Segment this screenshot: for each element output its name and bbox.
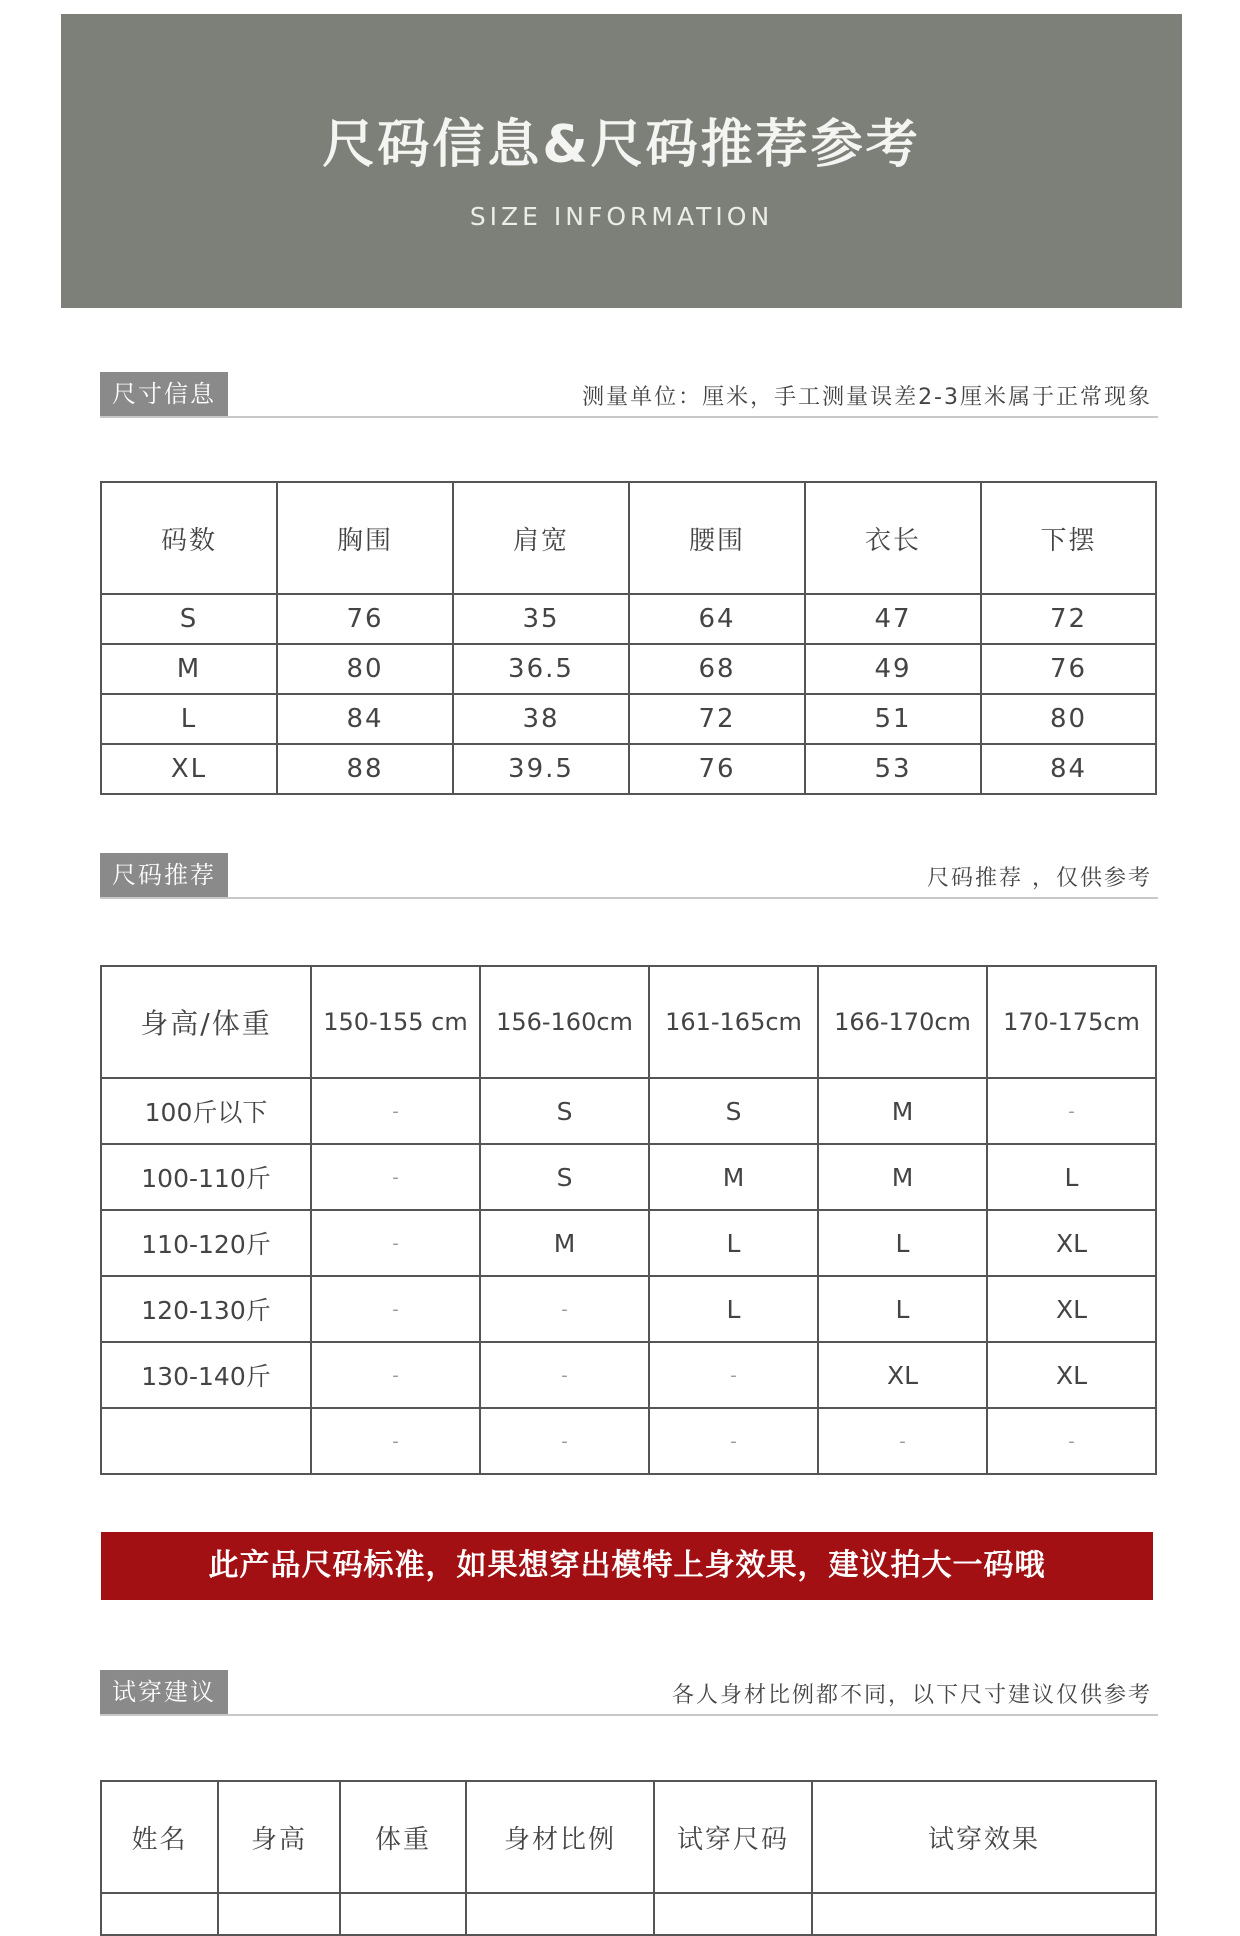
table-cell: 72 xyxy=(629,694,805,744)
table-header-row xyxy=(101,482,1156,594)
size-recommendation-table xyxy=(100,965,1157,1475)
table-cell: M xyxy=(480,1210,649,1276)
table-cell: 39.5 xyxy=(453,744,629,794)
header-cell: 姓名 xyxy=(101,1781,218,1893)
table-row xyxy=(101,1210,1156,1276)
table-cell: 84 xyxy=(981,744,1156,794)
table-cell: S xyxy=(480,1144,649,1210)
table-cell: 38 xyxy=(453,694,629,744)
header-cell: 161-165cm xyxy=(649,966,818,1078)
table-cell: M xyxy=(101,644,277,694)
size-notice-banner: 此产品尺码标准，如果想穿出模特上身效果，建议拍大一码哦 xyxy=(101,1532,1153,1600)
header-cell: 下摆 xyxy=(981,482,1156,594)
table-cell: 64 xyxy=(629,594,805,644)
table-cell: 84 xyxy=(277,694,453,744)
table-cell: M xyxy=(818,1078,987,1144)
table-cell: - xyxy=(818,1408,987,1474)
section-note: 测量单位：厘米，手工测量误差2-3厘米属于正常现象 xyxy=(582,385,1152,410)
table-cell: 120-130斤 xyxy=(101,1276,311,1342)
table-row xyxy=(101,744,1156,794)
table-cell: S xyxy=(480,1078,649,1144)
table-header-row xyxy=(101,966,1156,1078)
table-cell: - xyxy=(311,1144,480,1210)
table-cell: 100-110斤 xyxy=(101,1144,311,1210)
table-cell: 88 xyxy=(277,744,453,794)
section-tag: 试穿建议 xyxy=(100,1670,228,1714)
table-cell: - xyxy=(987,1408,1156,1474)
header-cell: 胸围 xyxy=(277,482,453,594)
header-cell: 试穿尺码 xyxy=(654,1781,812,1893)
table-cell: - xyxy=(311,1210,480,1276)
section-header-size-rec xyxy=(100,853,1158,899)
table-cell: M xyxy=(649,1144,818,1210)
header-cell: 衣长 xyxy=(805,482,981,594)
table-cell: - xyxy=(311,1408,480,1474)
table-cell: 49 xyxy=(805,644,981,694)
table-cell: 100斤以下 xyxy=(101,1078,311,1144)
table-cell: L xyxy=(101,694,277,744)
table-cell: - xyxy=(649,1408,818,1474)
table-row xyxy=(101,1342,1156,1408)
table-cell: 72 xyxy=(981,594,1156,644)
table-cell: 68 xyxy=(629,644,805,694)
table-cell: S xyxy=(649,1078,818,1144)
section-header-size-info xyxy=(100,372,1158,418)
table-cell: S xyxy=(101,594,277,644)
table-cell: L xyxy=(818,1210,987,1276)
table-cell: 110-120斤 xyxy=(101,1210,311,1276)
table-cell: XL xyxy=(987,1276,1156,1342)
size-info-table xyxy=(100,481,1157,795)
header-cell: 试穿效果 xyxy=(812,1781,1156,1893)
table-cell xyxy=(218,1893,340,1935)
table-row xyxy=(101,1893,1156,1935)
table-cell: - xyxy=(311,1078,480,1144)
table-cell: 76 xyxy=(629,744,805,794)
table-row xyxy=(101,644,1156,694)
table-row xyxy=(101,1144,1156,1210)
table-cell: 76 xyxy=(981,644,1156,694)
table-cell: - xyxy=(311,1342,480,1408)
table-cell: L xyxy=(818,1276,987,1342)
table-cell: - xyxy=(987,1078,1156,1144)
table-row xyxy=(101,694,1156,744)
banner-title: 尺码信息&尺码推荐参考 xyxy=(322,115,921,175)
table-cell xyxy=(340,1893,466,1935)
table-cell: - xyxy=(480,1276,649,1342)
table-cell: 53 xyxy=(805,744,981,794)
table-cell: 80 xyxy=(277,644,453,694)
table-cell: - xyxy=(480,1342,649,1408)
table-row xyxy=(101,1078,1156,1144)
header-cell: 身高 xyxy=(218,1781,340,1893)
table-cell: XL xyxy=(818,1342,987,1408)
table-cell: XL xyxy=(987,1342,1156,1408)
section-note: 各人身材比例都不同，以下尺寸建议仅供参考 xyxy=(671,1683,1152,1708)
table-cell: L xyxy=(649,1276,818,1342)
table-row xyxy=(101,1408,1156,1474)
table-cell: XL xyxy=(987,1210,1156,1276)
header-cell: 肩宽 xyxy=(453,482,629,594)
table-cell: XL xyxy=(101,744,277,794)
table-cell: - xyxy=(480,1408,649,1474)
section-header-try-on xyxy=(100,1670,1158,1716)
table-row xyxy=(101,594,1156,644)
header-cell: 150-155 cm xyxy=(311,966,480,1078)
table-cell xyxy=(101,1408,311,1474)
table-cell: 35 xyxy=(453,594,629,644)
table-cell: - xyxy=(311,1276,480,1342)
header-cell: 码数 xyxy=(101,482,277,594)
section-tag: 尺寸信息 xyxy=(100,372,228,416)
banner-subtitle: SIZE INFORMATION xyxy=(469,202,774,231)
table-cell: 47 xyxy=(805,594,981,644)
table-cell: 36.5 xyxy=(453,644,629,694)
header-banner xyxy=(61,14,1182,308)
header-cell: 腰围 xyxy=(629,482,805,594)
header-cell: 身高/体重 xyxy=(101,966,311,1078)
table-cell: 76 xyxy=(277,594,453,644)
header-cell: 156-160cm xyxy=(480,966,649,1078)
header-cell: 170-175cm xyxy=(987,966,1156,1078)
table-cell: - xyxy=(649,1342,818,1408)
table-cell: 80 xyxy=(981,694,1156,744)
header-cell: 166-170cm xyxy=(818,966,987,1078)
table-cell xyxy=(101,1893,218,1935)
table-row xyxy=(101,1276,1156,1342)
table-cell xyxy=(654,1893,812,1935)
table-cell: L xyxy=(649,1210,818,1276)
table-cell: 130-140斤 xyxy=(101,1342,311,1408)
header-cell: 体重 xyxy=(340,1781,466,1893)
try-on-table xyxy=(100,1780,1157,1936)
table-cell: M xyxy=(818,1144,987,1210)
section-tag: 尺码推荐 xyxy=(100,853,228,897)
section-note: 尺码推荐 ，仅供参考 xyxy=(927,866,1152,891)
table-cell xyxy=(812,1893,1156,1935)
table-cell xyxy=(466,1893,654,1935)
table-cell: L xyxy=(987,1144,1156,1210)
table-cell: 51 xyxy=(805,694,981,744)
header-cell: 身材比例 xyxy=(466,1781,654,1893)
table-header-row xyxy=(101,1781,1156,1893)
